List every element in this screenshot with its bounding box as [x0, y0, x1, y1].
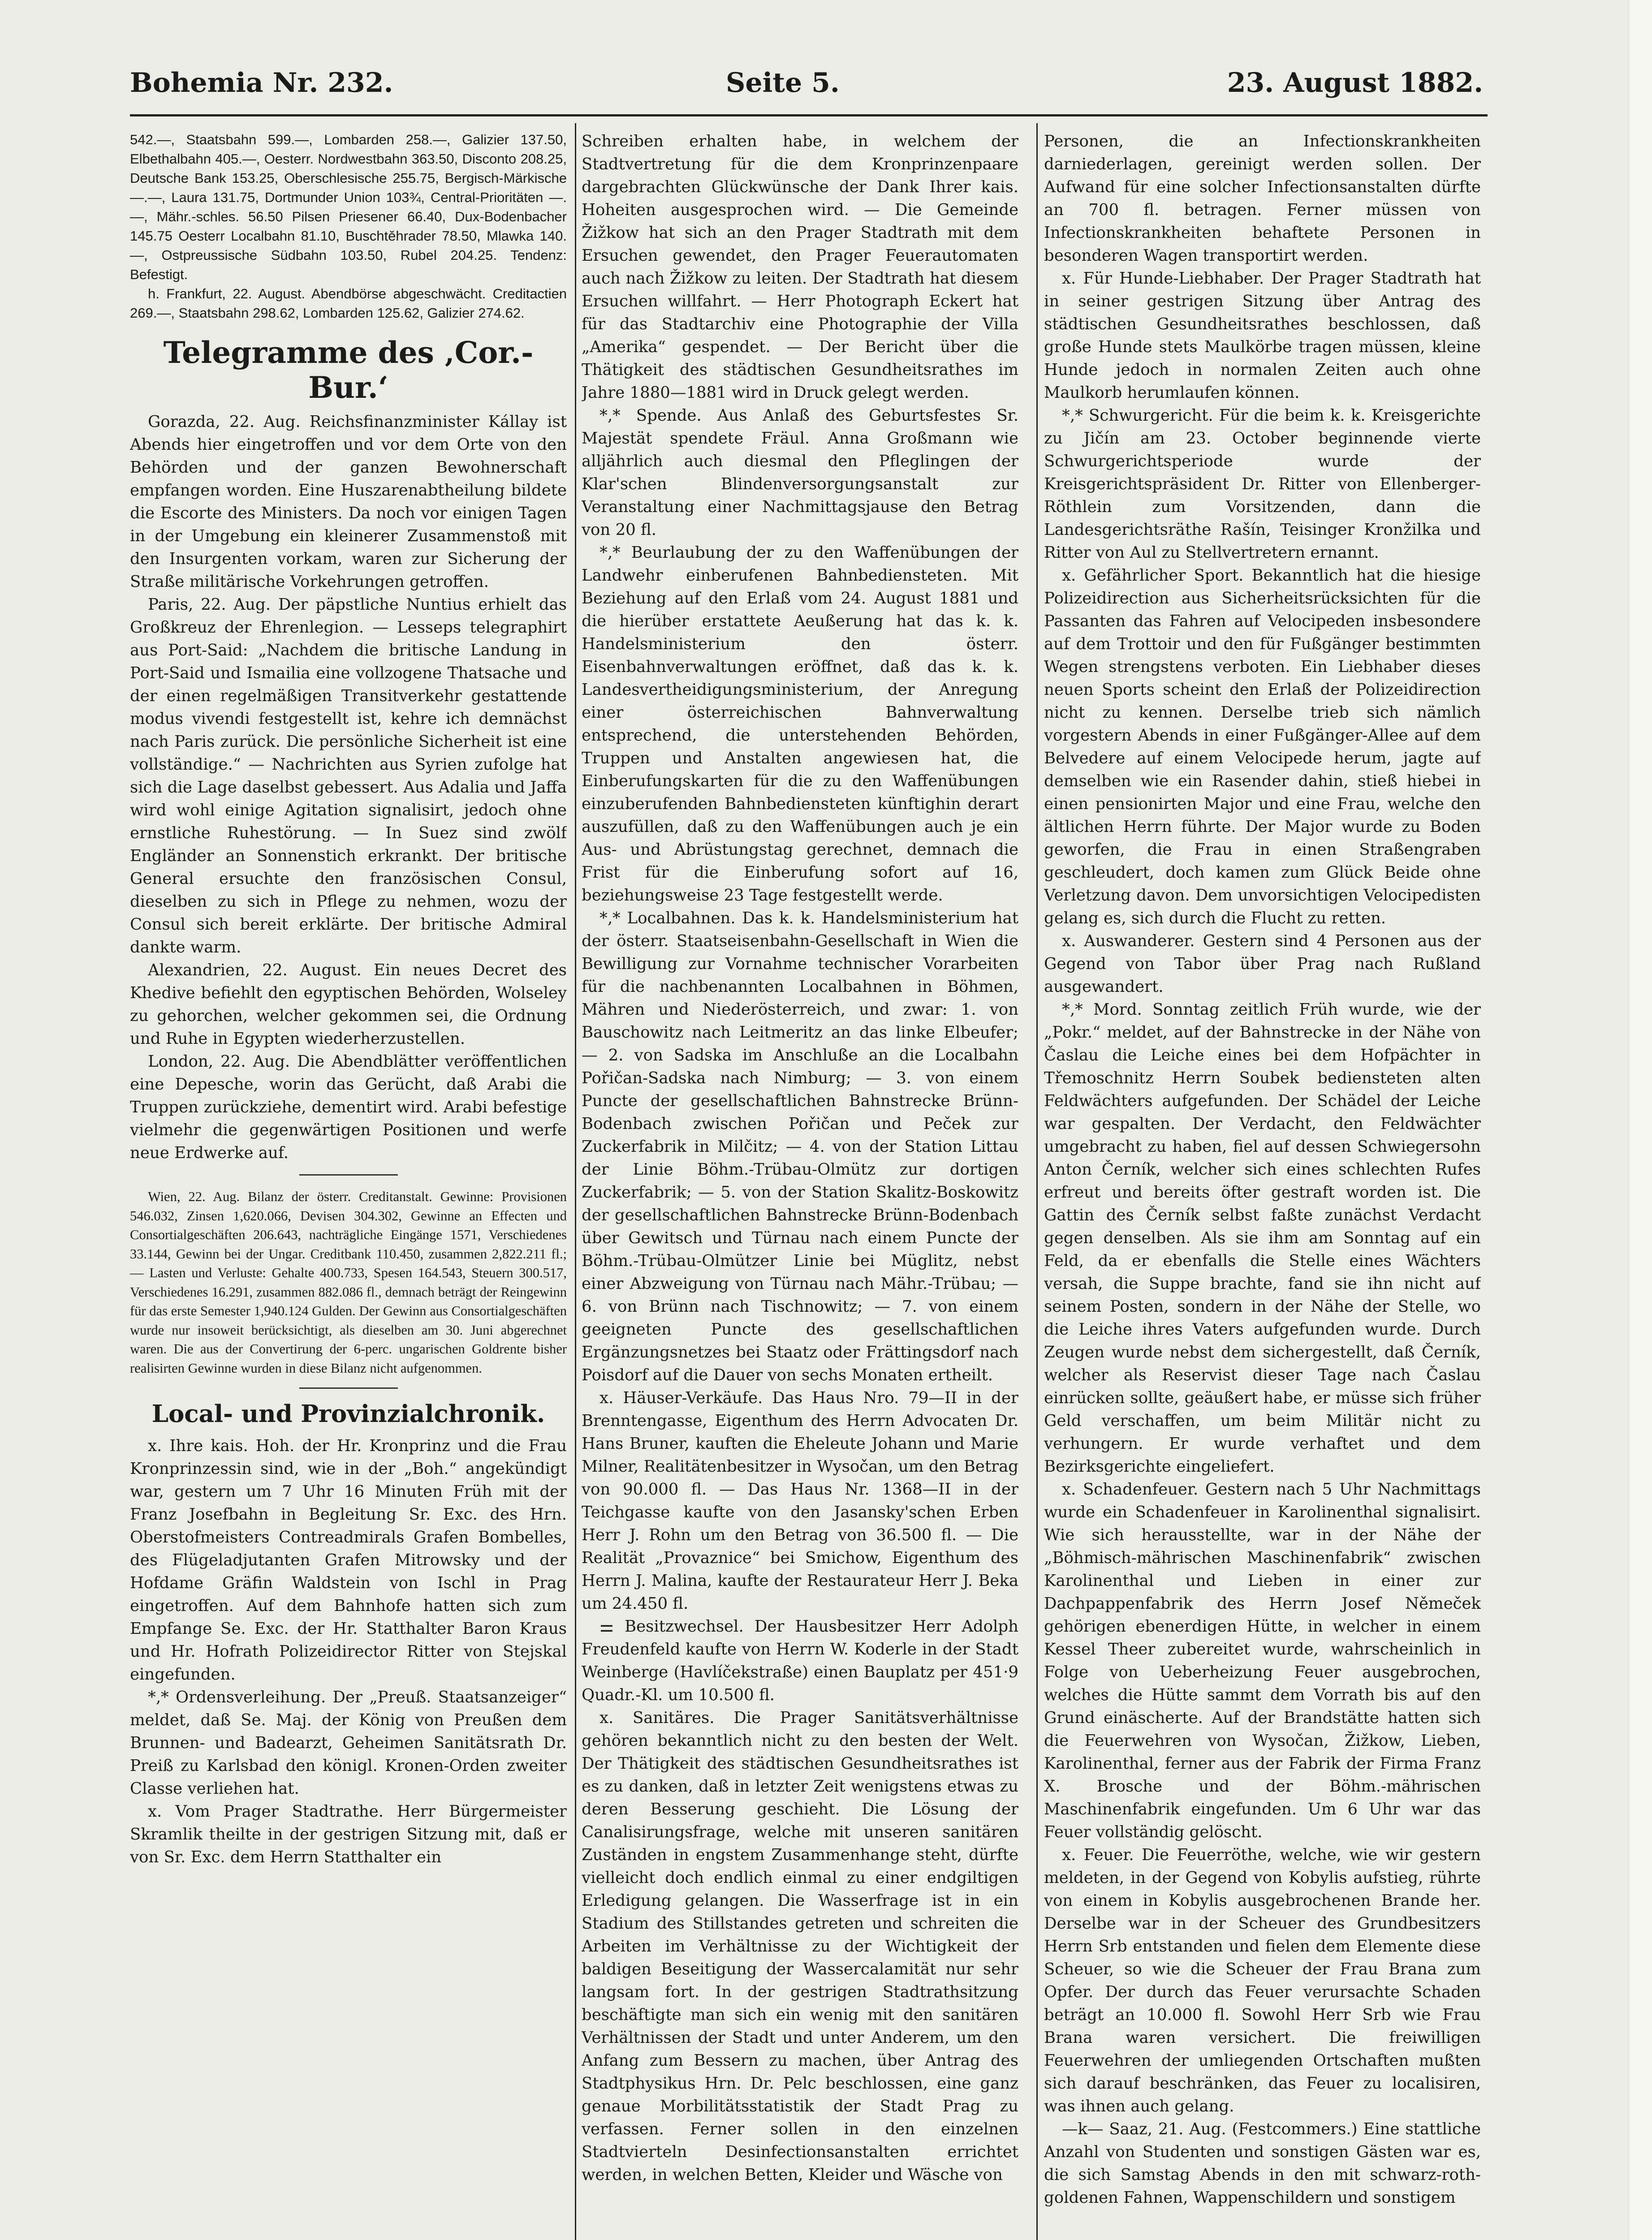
article-feuer: x. Feuer. Die Feuerröthe, welche, wie wir gestern meldeten, in der Gegend von Kobylis aufstieg, rührte von einem in Kobylis ausgebrochenen Brande her. Derselbe war in der Scheuer des Grundbesitzers Herrn Srb entstanden und fielen dem Elemente diese Scheuer, so wie die Scheuer der Frau Brana zum Opfer. Der durch das Feuer verursachte Schaden beträgt an 10.000 fl. Sowohl Herr Srb wie Frau Brana waren versichert. Die freiwilligen Feuerwehren der umliegenden Ortschaften mußten sich darauf beschränken, das Feuer zu localisiren, was ihnen auch gelang. [1044, 1846, 1481, 2115]
telegram-paris: Paris, 22. Aug. Der päpstliche Nuntius erhielt das Großkreuz der Ehrenlegion. — Lesseps telegraphirt aus Port-Said: „Nachdem die britische Landung in Port-Said und Ismailia eine vollzogene Thatsache und der einen regelmäßigen Transitverkehr gestattende modus vivendi festgestellt ist, kehre ich demnächst nach Paris zurück. Die persönliche Sicherheit ist eine vollständige.“ — Nachrichten aus Syrien zufolge hat sich die Lage daselbst gebessert. Aus Adalia und Jaffa wird wohl einige Agitation signalisirt, jedoch ohne ernstliche Ruhestörung. — In Suez sind zwölf Engländer an Sonnenstich erkrankt. Der britische General ersuchte den französischen Consul, dieselben zu sich in Pflege zu nehmen, wozu der Consul sich bereit erklärte. Der britische Admiral dankte warm. [130, 595, 567, 956]
article-sport: x. Gefährlicher Sport. Bekanntlich hat die hiesige Polizeidirection aus Sicherheitsrücksichten für die Passanten das Fahren auf Velocipeden insbesondere auf dem Trottoir und den für Fußgänger bestimmten Wegen strengstens verboten. Ein Liebhaber dieses neuen Sports scheint den Erlaß der Polizeidirection nicht zu kennen. Derselbe trieb sich nämlich vorgestern Abends in einer Fußgänger-Allee auf dem Belvedere auf einem Velocipede herum, jagte auf demselben wie ein Rasender dahin, stieß hiebei in einen pensionirten Major und eine Frau, welche den ältlichen Herrn führte. Der Major wurde zu Boden geworfen, die Frau in einen Straßengraben geschleudert, doch kamen zum Glück Beide ohne Verletzung davon. Dem unvorsichtigen Velocipedisten gelang es, sich durch die Flucht zu retten. [1044, 566, 1481, 927]
scan-edge [1630, 0, 1652, 2240]
column-2 [582, 130, 1018, 2240]
local-chronicle-heading: Local- und Provinzialchronik. [151, 1400, 545, 1428]
section-rule [299, 1387, 398, 1389]
telegram-heading: Telegramme des ‚Cor.-Bur.‘ [163, 335, 534, 405]
article-schwurgericht: *‚* Schwurgericht. Für die beim k. k. Kreisgerichte zu Jičín am 23. October beginnende vierte Schwurgerichtsperiode wurde der Kreisgerichtspräsident Dr. Ritter von Ellenberger-Röthlein zum Vorsitzenden, dann die Landesgerichtsräthe Rašín, Teisinger Kronžilka und Ritter von Aul zu Stellvertretern ernannt. [1044, 406, 1481, 562]
section-rule [299, 1174, 398, 1176]
article-ordensverleihung: *‚* Ordensverleihung. Der „Preuß. Staatsanzeiger“ meldet, daß Se. Maj. der König von Preußen dem Brunnen- und Badearzt, Geheimen Sanitätsrath Dr. Preiß zu Karlsbad den königl. Kronen-Orden zweiter Classe verliehen hat. [130, 1688, 567, 1798]
frankfurt-report: h. Frankfurt, 22. August. Abendbörse abgeschwächt. Creditactien 269.—, Staatsbahn 298.62, Lombarden 125.62, Galizier 274.62. [130, 286, 567, 321]
page-header [130, 67, 1483, 108]
article-sanitaeres-cont: Personen, die an Infectionskrankheiten darniederlagen, gereinigt werden sollen. Der Aufwand für eine solcher Infectionsanstalten dürfte an 700 fl. betragen. Ferner müssen von Infectionskrankheiten behaftete Personen in besonderen Wagen transportirt werden. [1044, 132, 1481, 265]
header-rule [130, 114, 1488, 116]
article-saaz: —k— Saaz, 21. Aug. (Festcommers.) Eine stattliche Anzahl von Studenten und sonstigen Gästen war es, die sich Samstag Abends in den mit schwarz-roth-goldenen Fahnen, Wappenschildern und sonstigem [1044, 2120, 1481, 2207]
wien-bilanz: Wien, 22. Aug. Bilanz der österr. Creditanstalt. Gewinne: Provisionen 546.032, Zinsen 1,620.066, Devisen 304.302, Gewinne an Effecten und Consortialgeschäften 206.643, nachträgliche Eingänge 1571, Verschiedenes 33.144, Gewinn bei der Ungar. Creditbank 110.450, zusammen 2,822.211 fl.; — Lasten und Verluste: Gehalte 400.733, Spesen 164.543, Steuern 300.517, Verschiedenes 16.291, zusammen 882.086 fl., demnach beträgt der Reingewinn für das erste Semester 1,940.124 Gulden. Der Gewinn aus Consortialgeschäften wurde nur insoweit berücksichtigt, als dieselben am 30. Juni abgerechnet waren. Die aus der Convertirung der 6-perc. ungarischen Goldrente bisher realisirten Gewinne wurden in diese Bilanz nicht aufgenommen. [130, 1189, 567, 1376]
article-besitzwechsel: ⚌ Besitzwechsel. Der Hausbesitzer Herr Adolph Freudenfeld kaufte von Herrn W. Koderle in der Stadt Weinberge (Havlíčekstraße) einen Bauplatz per 451·9 Quadr.-Kl. um 10.500 fl. [582, 1617, 1018, 1704]
article-beurlaubung: *‚* Beurlaubung der zu den Waffenübungen der Landwehr einberufenen Bahnbediensteten. Mit Beziehung auf den Erlaß vom 24. August 1881 und die hierüber erstattete Aeußerung hat das k. k. Handelsministerium den österr. Eisenbahnverwaltungen eröffnet, daß das k. k. Landesvertheidigungsministerium, der Anregung einer österreichischen Bahnverwaltung entsprechend, die unterstehenden Behörden, Truppen und Anstalten angewiesen hat, die Einberufungskarten für die zu den Waffenübungen einzuberufenden Bahnbediensteten künftighin derart auszufüllen, daß zu den Waffenübungen auch je ein Aus- und Abrüstungstag gerechnet, demnach die Frist für die Einberufung sofort auf 16, beziehungsweise 23 Tage festgestellt werde. [582, 543, 1018, 905]
article-mord: *‚* Mord. Sonntag zeitlich Früh wurde, wie der „Pokr.“ meldet, auf der Bahnstrecke in der Nähe von Časlau die Leiche eines bei dem Hofpächter in Třemoschnitz Herrn Soubek bediensteten alten Feldwächters aufgefunden. Der Schädel der Leiche war gespalten. Der Verdacht, den Feldwächter umgebracht zu haben, fiel auf dessen Schwiegersohn Anton Černík, welcher sich eines schlechten Rufes erfreut und bereits öfter gestraft worden ist. Die Gattin des Černík selbst faßte zunächst Verdacht gegen denselben. Als sie ihm am Sonntag auf ein Feld, da er ebenfalls die Stelle eines Wächters versah, die Suppe brachte, fand sie ihn nicht auf seinem Posten, sondern in der Nähe der Stelle, wo die Leiche ihres Vaters aufgefunden wurde. Durch Zeugen wurde nebst dem sichergestellt, daß Černík, welcher als Reservist dieser Tage nach Časlau einrücken sollte, geäußert habe, er müsse sich früher Geld verschaffen, um beim Militär nicht zu verhungern. Er wurde verhaftet und dem Bezirksgerichte eingeliefert. [1044, 1000, 1481, 1476]
telegram-gorazda: Gorazda, 22. Aug. Reichsfinanzminister Kállay ist Abends hier eingetroffen und vor dem Orte von den Behörden und der ganzen Bewohnerschaft empfangen worden. Eine Huszarenabtheilung bildete die Escorte des Ministers. Da noch vor einigen Tagen in der Umgebung ein kleinerer Zusammenstoß mit den Insurgenten vorkam, waren zur Sicherung der Straße militärische Vorkehrungen getroffen. [130, 413, 567, 591]
article-hunde: x. Für Hunde-Liebhaber. Der Prager Stadtrath hat in seiner gestrigen Sitzung über Antrag des städtischen Gesundheitsrathes beschlossen, daß große Hunde stets Maulkörbe tragen müssen, kleine Hunde jedoch in normalen Zeiten auch ohne Maulkorb herumlaufen können. [1044, 269, 1481, 402]
page-number: Seite 5. [726, 67, 840, 99]
article-spende: *‚* Spende. Aus Anlaß des Geburtsfestes Sr. Majestät spendete Fräul. Anna Großmann wie alljährlich auch diesmal den Pfleglingen der Klar'schen Blindenversorgungsanstalt zur Veranstaltung einer Nachmittagsjause den Betrag von 20 fl. [582, 406, 1018, 539]
column-divider-2 [1036, 123, 1038, 2240]
article-stadtrath-cont: Schreiben erhalten habe, in welchem der Stadtvertretung für die dem Kronprinzenpaare dargebrachten Glückwünsche der Dank Ihrer kais. Hoheiten ausgesprochen wird. — Die Gemeinde Žižkow hat sich an den Prager Stadtrath mit dem Ersuchen gewendet, den Prager Feuerautomaten auch nach Žižkow zu leiten. Der Stadtrath hat diesem Ersuchen willfahrt. — Herr Photograph Eckert hat für das Stadtarchiv eine Photographie der Villa „Amerika“ gespendet. — Der Bericht über die Thätigkeit des städtischen Gesundheitsrathes im Jahre 1880—1881 wird in Druck gelegt werden. [582, 132, 1018, 402]
telegram-alexandrien: Alexandrien, 22. August. Ein neues Decret des Khedive befiehlt den egyptischen Behörden, Wolseley zu gehorchen, welcher gekommen sei, die Ordnung und Ruhe in Egypten wiederherzustellen. [130, 961, 567, 1048]
article-stadtrath: x. Vom Prager Stadtrathe. Herr Bürgermeister Skramlik theilte in der gestrigen Sitzung mit, daß er von Sr. Exc. dem Herrn Statthalter ein [130, 1802, 567, 1866]
article-localbahnen: *‚* Localbahnen. Das k. k. Handelsministerium hat der österr. Staatseisenbahn-Gesellschaft in Wien die Bewilligung zur Vornahme technischer Vorarbeiten für die nachbenannten Localbahnen in Böhmen, Mähren und Niederösterreich, und zwar: 1. von Bauschowitz nach Leitmeritz an das linke Elbeufer; — 2. von Sadska im Anschluße an die Localbahn Pořičan-Sadska nach Nimburg; — 3. von einem Puncte der gesellschaftlichen Bahnstrecke Brünn-Bodenbach zwischen Pořičan und Peček zur Zuckerfabrik in Milčitz; — 4. von der Station Littau der Linie Böhm.-Trübau-Olmütz zur dortigen Zuckerfabrik; — 5. von der Station Skalitz-Boskowitz der gesellschaftlichen Bahnstrecke Brünn-Bodenbach über Gewitsch und Türnau nach einem Puncte der Böhm.-Trübau-Olmützer Linie bei Müglitz, nebst einer Abzweigung von Türnau nach Mähr.-Trübau; — 6. von Brünn nach Tischnowitz; — 7. von einem geeigneten Puncte des gesellschaftlichen Ergänzungsnetzes bei Staatz oder Frättingsdorf nach Poisdorf auf die Dauer von sechs Monaten ertheilt. [582, 909, 1018, 1384]
article-schadenfeuer: x. Schadenfeuer. Gestern nach 5 Uhr Nachmittags wurde ein Schadenfeuer in Karolinenthal signalisirt. Wie sich herausstellte, war in der Nähe der „Böhmisch-mährischen Maschinenfabrik“ zwischen Karolinenthal und Lieben in einer zur Dachpappenfabrik des Herrn Josef Němeček gehörigen ebenerdigen Hütte, in welcher in einem Kessel Theer zubereitet wurde, wahrscheinlich in Folge von Ueberheizung Feuer ausgebrochen, welches die Hütte sammt dem Vorrath bis auf den Grund einäscherte. Auf der Brandstätte hatten sich die Feuerwehren von Wysočan, Žižkow, Lieben, Karolinenthal, ferner aus der Fabrik der Firma Franz X. Brosche und der Böhm.-mährischen Maschinenfabrik eingefunden. Um 6 Uhr war das Feuer vollständig gelöscht. [1044, 1480, 1481, 1841]
market-report: 542.—, Staatsbahn 599.—, Lombarden 258.—, Galizier 137.50, Elbethalbahn 405.—, Oesterr. Nordwestbahn 363.50, Disconto 208.25, Deutsche Bank 153.25, Oberschlesische 255.75, Bergisch-Märkische —.—, Laura 131.75, Dortmunder Union 103¾, Central-Prioritäten —.—, Mähr.-schles. 56.50 Pilsen Priesener 66.40, Dux-Bodenbacher 145.75 Oesterr Localbahn 81.10, Buschtěhrader 78.50, Mlawka 140.—, Ostpreussische Südbahn 103.50, Rubel 204.25. Tendenz: Befestigt. [130, 132, 567, 282]
article-sanitaeres: x. Sanitäres. Die Prager Sanitätsverhältnisse gehören bekanntlich nicht zu den besten der Welt. Der Thätigkeit des städtischen Gesundheitsrathes ist es zu danken, daß in letzter Zeit wenigstens etwas zu deren Besserung geschieht. Die Lösung der Canalisirungsfrage, welche mit unseren sanitären Zuständen in engstem Zusammenhange steht, dürfte vielleicht doch endlich einmal zu einer endgiltigen Erledigung gelangen. Die Wasserfrage ist in ein Stadium des Stillstandes getreten und schreiten die Arbeiten im Verhältnisse zu der Wichtigkeit der baldigen Beseitigung der Wassercalamität nur sehr langsam fort. In der gestrigen Stadtrathsitzung beschäftigte man sich ein wenig mit den sanitären Verhältnissen der Stadt und unter Anderem, um den Anfang zum Bessern zu machen, über Antrag des Stadtphysikus Hrn. Dr. Pelc beschlossen, eine ganz genaue Morbilitätsstatistik der Stadt Prag zu verfassen. Ferner sollen in den einzelnen Stadtvierteln Desinfectionsanstalten errichtet werden, in welchen Betten, Kleider und Wäsche von [582, 1709, 1018, 2184]
issue-date: 23. August 1882. [1227, 67, 1483, 99]
column-1 [130, 130, 567, 2240]
article-kronprinz: x. Ihre kais. Hoh. der Hr. Kronprinz und die Frau Kronprinzessin sind, wie in der „Boh.“ angekündigt war, gestern um 7 Uhr 16 Minuten Früh mit der Franz Josefbahn in Begleitung Sr. Exc. des Hrn. Oberstofmeisters Contreadmirals Grafen Bombelles, des Flügeladjutanten Grafen Mitrowsky und der Hofdame Gräfin Waldstein von Ischl in Prag eingetroffen. Auf dem Bahnhofe hatten sich zum Empfange Se. Exc. der Hr. Statthalter Baron Kraus und Hr. Hofrath Polizeidirector Ritter von Stejskal eingefunden. [130, 1437, 567, 1684]
column-divider-1 [575, 123, 576, 2240]
article-auswanderer: x. Auswanderer. Gestern sind 4 Personen aus der Gegend von Tabor über Prag nach Rußland ausgewandert. [1044, 932, 1481, 996]
telegram-london: London, 22. Aug. Die Abendblätter veröffentlichen eine Depesche, worin das Gerücht, daß Arabi die Truppen zurückziehe, dementirt wird. Arabi befestige vielmehr die gegenwärtigen Positionen und werfe neue Erdwerke auf. [130, 1052, 567, 1162]
paper-issue: Bohemia Nr. 232. [130, 67, 393, 99]
column-3 [1044, 130, 1481, 2240]
article-haeuser-verkaeufe: x. Häuser-Verkäufe. Das Haus Nro. 79—II in der Brenntengasse, Eigenthum des Herrn Advocaten Dr. Hans Bruner, kauften die Eheleute Johann und Marie Milner, Realitätenbesitzer in Wysočan, um den Betrag von 90.000 fl. — Das Haus Nr. 1368—II in der Teichgasse kaufte von den Jasansky'schen Erben Herr J. Rohn um den Betrag von 36.500 fl. — Die Realität „Provaznice“ bei Smichow, Eigenthum des Herrn J. Malina, kaufte der Restaurateur Herr J. Beka um 24.450 fl. [582, 1389, 1018, 1613]
